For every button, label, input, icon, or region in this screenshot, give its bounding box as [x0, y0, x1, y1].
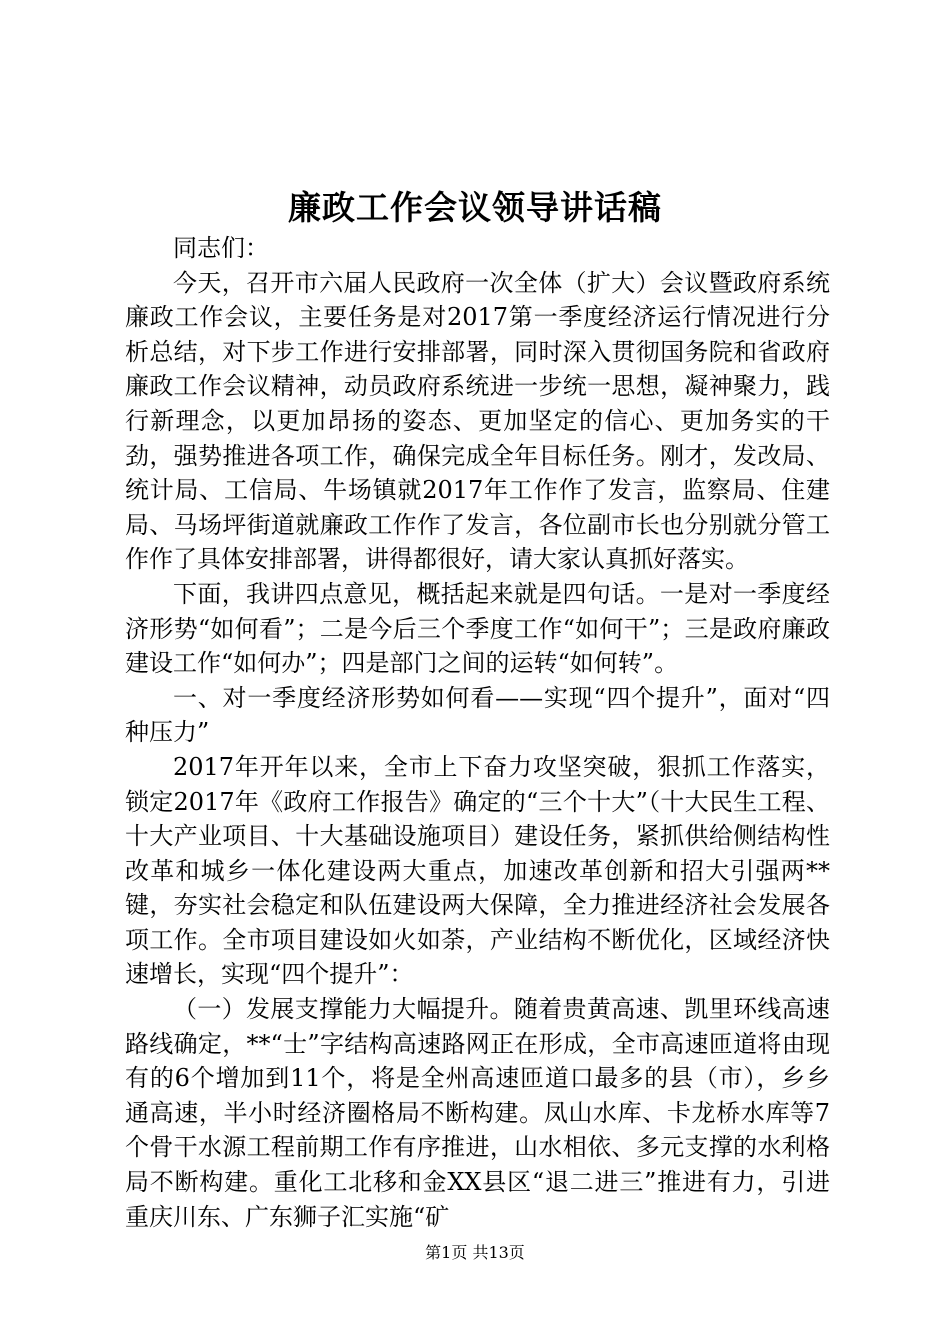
subsection-paragraph-1: （一）发展支撑能力大幅提升。随着贵黄高速、凯里环线高速路线确定，**“士”字结构高速路网正在形成，全市高速匝道将由现有的6个增加到11个，将是全州高速匝道口最多的县（市），乡乡通高速，半小时经济圈格局不断构建。凤山水库、卡龙桥水库等7个骨干水源工程前期工作有序推进，山水相依、多元支撑的水利格局不断构建。重化工北移和金XX县区“退二进三”推进有力，引进重庆川东、广东狮子汇实施“矿 [125, 995, 830, 1231]
section-heading-1: 一、对一季度经济形势如何看——实现“四个提升”，面对“四种压力” [125, 683, 830, 747]
body-paragraph: 2017年开年以来，全市上下奋力攻坚突破，狠抓工作落实，锁定2017年《政府工作报告》确定的“三个十大”（十大民生工程、十大产业项目、十大基础设施项目）建设任务，紧抓供给侧结构性改革和城乡一体化建设两大重点，加速改革创新和招大引强两**键，夯实社会稳定和队伍建设两大保障，全力推进经济社会发展各项工作。全市项目建设如火如荼，产业结构不断优化，区域经济快速增长，实现“四个提升”： [125, 752, 830, 989]
document-title: 廉政工作会议领导讲话稿 [288, 188, 662, 227]
document-body [125, 231, 830, 1234]
salutation-paragraph: 同志们： [173, 234, 269, 262]
page-number-footer: 第1页 共13页 [425, 1243, 525, 1262]
overview-paragraph: 下面，我讲四点意见，概括起来就是四句话。一是对一季度经济形势“如何看”；二是今后三个季度工作“如何干”；三是政府廉政建设工作“如何办”；四是部门之间的运转“如何转”。 [125, 579, 830, 678]
intro-paragraph: 今天，召开市六届人民政府一次全体（扩大）会议暨政府系统廉政工作会议，主要任务是对2017第一季度经济运行情况进行分析总结，对下步工作进行安排部署，同时深入贯彻国务院和省政府廉政工作会议精神，动员政府系统进一步统一思想，凝神聚力，践行新理念，以更加昂扬的姿态、更加坚定的信心、更加务实的干劲，强势推进各项工作，确保完成全年目标任务。刚才，发改局、统计局、工信局、牛场镇就2017年工作作了发言，监察局、住建局、马场坪街道就廉政工作作了发言，各位副市长也分别就分管工作作了具体安排部署，讲得都很好，请大家认真抓好落实。 [125, 268, 830, 574]
